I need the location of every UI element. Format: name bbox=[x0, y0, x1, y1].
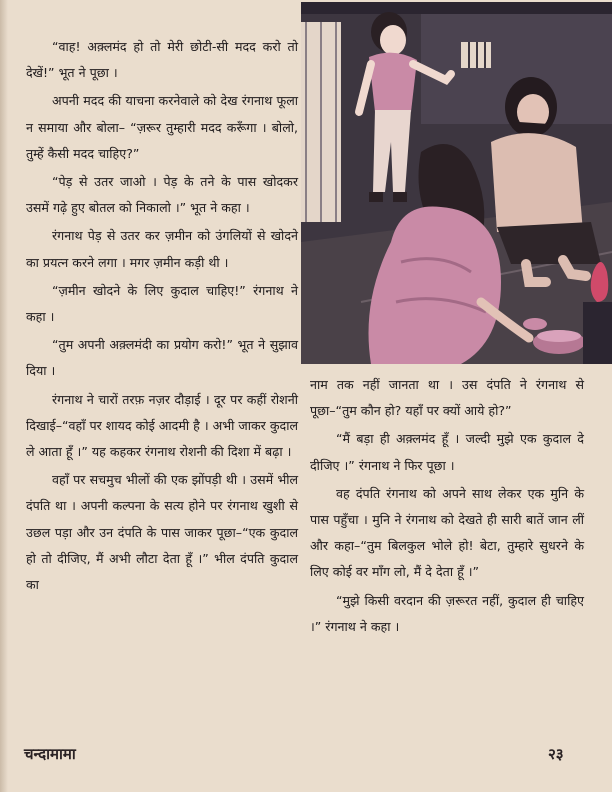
page-number: २३ bbox=[548, 745, 564, 763]
paragraph: वह दंपति रंगनाथ को अपने साथ लेकर एक मुनि के पास पहुँचा । मुनि ने रंगनाथ को देखते ही सारी बातें जान लीं और कहा–“तुम बिलकुल भोले हो! बेटा, तुम्हारे सुधरने के लिए कोई वर माँग लो, मैं दे देता हूँ ।” bbox=[310, 485, 584, 580]
paragraph: अपनी मदद की याचना करनेवाले को देख रंगनाथ फूला न समाया और बोला– “ज़रूर तुम्हारी मदद करूँगा । बोलो, तुम्हें कैसी मदद चाहिए?” bbox=[26, 93, 298, 161]
story-illustration bbox=[301, 2, 612, 364]
paragraph: रंगनाथ पेड़ से उतर कर ज़मीन को उंगलियों से खोदने का प्रयत्न करने लगा । मगर ज़मीन कड़ी थी । bbox=[26, 228, 298, 270]
left-text-column bbox=[26, 34, 298, 598]
paragraph: वहाँ पर सचमुच भीलों की एक झोंपड़ी थी । उसमें भील दंपति था । अपनी कल्पना के सत्य होने पर रंगनाथ खुशी से उछल पड़ा और उन दंपति के पास जाकर पूछा–“एक कुदाल हो तो दीजिए, मैं अभी लौटा देता हूँ ।” भील दंपति कुदाल का bbox=[26, 472, 298, 593]
paragraph: “मुझे किसी वरदान की ज़रूरत नहीं, कुदाल ही चाहिए ।” रंगनाथ ने कहा । bbox=[310, 592, 584, 634]
right-text-column bbox=[310, 372, 584, 640]
paragraph: “तुम अपनी अक़्लमंदी का प्रयोग करो!” भूत ने सुझाव दिया । bbox=[26, 337, 298, 379]
paragraph: “ज़मीन खोदने के लिए कुदाल चाहिए!” रंगनाथ ने कहा । bbox=[26, 282, 298, 325]
magazine-name: चन्दामामा bbox=[24, 745, 76, 763]
paragraph: “वाह! अक़्लमंद हो तो मेरी छोटी-सी मदद करो तो देखें!” भूत ने पूछा । bbox=[26, 39, 298, 81]
paragraph: “मैं बड़ा ही अक़्लमंद हूँ । जल्दी मुझे एक कुदाल दे दीजिए ।” रंगनाथ ने फिर पूछा । bbox=[310, 431, 584, 473]
hut-scene-illustration bbox=[301, 2, 612, 364]
paragraph: नाम तक नहीं जानता था । उस दंपति ने रंगनाथ से पूछा–“तुम कौन हो? यहाँ पर क्यों आये हो?” bbox=[310, 377, 584, 419]
paragraph: “पेड़ से उतर जाओ । पेड़ के तने के पास खोदकर उसमें गढ़े हुए बोतल को निकालो ।” भूत ने कहा । bbox=[26, 174, 298, 216]
paragraph: रंगनाथ ने चारों तरफ़ नज़र दौड़ाई । दूर पर कहीं रोशनी दिखाई–“वहाँ पर शायद कोई आदमी है । अभी जाकर कुदाल ले आता हूँ ।” यह कहकर रंगनाथ रोशनी की दिशा में बढ़ा । bbox=[26, 391, 298, 460]
page-edge-shadow bbox=[0, 0, 8, 792]
